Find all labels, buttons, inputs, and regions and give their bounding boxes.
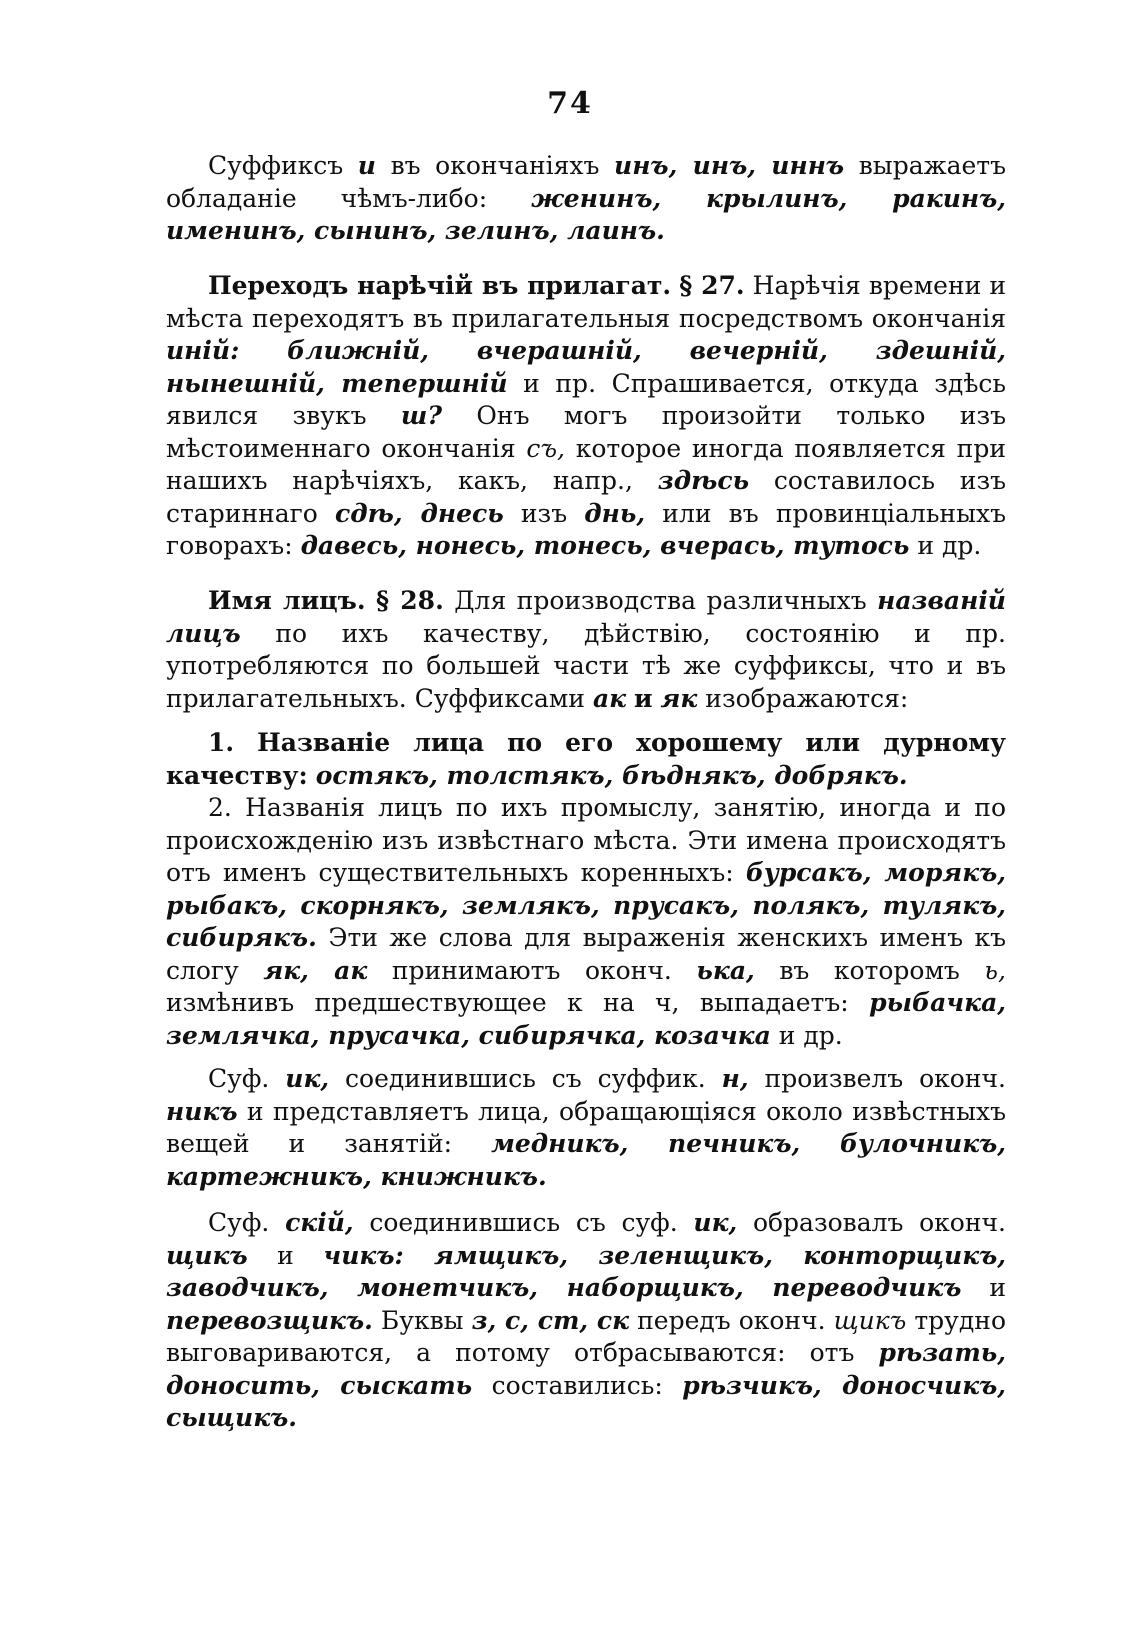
- section-heading: Переходъ нарѣчій въ прилагат.: [208, 271, 672, 300]
- suffix: ик,: [285, 1064, 330, 1093]
- section-number: § 27.: [679, 271, 745, 300]
- suffix: ик,: [693, 1208, 738, 1237]
- suffix: и: [357, 151, 376, 180]
- word-examples: медникъ, печникъ, булочникъ, картежникъ, книжникъ.: [166, 1129, 1006, 1191]
- text: въ окончаніяхъ: [390, 151, 600, 180]
- text: и пр. Спрашивается, откуда здѣсь явился звукъ: [166, 368, 1007, 430]
- word-examples: рыбачка, землячка, прусачка, сибирячка, козачка: [166, 988, 1006, 1050]
- word-examples: давесь, нонесь, тонесь, вчерась, тутось: [300, 531, 910, 560]
- text: соединившись съ суффик.: [345, 1064, 706, 1093]
- ending: щикъ: [166, 1240, 248, 1270]
- paragraph-7: [166, 1207, 1006, 1435]
- text: выражаетъ обладаніе чѣмъ-либо:: [166, 151, 1007, 213]
- suffix: як, ак: [263, 955, 368, 985]
- ending: съ,: [526, 433, 565, 463]
- text: соединившись съ суф.: [369, 1208, 678, 1237]
- page-number: 74: [547, 86, 593, 121]
- ending: никъ: [166, 1096, 238, 1126]
- text: принимаютъ оконч.: [391, 955, 672, 985]
- text: по ихъ качеству, дѣйствію, состоянію и пр. употребляются по большей части тѣ же суффиксы, что и въ прилагательныхъ. Суффиксами: [166, 618, 1006, 713]
- word-example: перевозщикъ.: [166, 1305, 373, 1335]
- section-number: § 28.: [376, 586, 444, 615]
- text: и представляетъ лица, обращающіяся около извѣстныхъ вещей и занятій:: [166, 1096, 1006, 1158]
- section-heading: Имя лицъ.: [208, 586, 366, 615]
- suffix: скій,: [285, 1208, 354, 1237]
- word-examples: остякъ, толстякъ, бѣднякъ, добрякъ.: [315, 760, 908, 790]
- text: изображаются:: [705, 683, 909, 713]
- text: въ которомъ: [779, 955, 960, 985]
- word-example: здѣсь: [657, 466, 750, 495]
- sound: ш?: [400, 401, 443, 430]
- text: составились:: [491, 1370, 663, 1400]
- word-examples: бурсакъ, морякъ, рыбакъ, скорнякъ, землякъ, прусакъ, полякъ, тулякъ, сибирякъ.: [166, 858, 1006, 952]
- text: произвелъ оконч.: [764, 1064, 1006, 1093]
- word-examples: рѣзать, доносить, сыскать: [166, 1338, 1006, 1400]
- suffix: н,: [721, 1064, 749, 1093]
- text: и: [989, 1273, 1006, 1302]
- suffix: як: [660, 683, 698, 713]
- word-examples: рѣзчикъ, доносчикъ, сыщикъ.: [166, 1370, 1006, 1432]
- paragraph-1: [166, 150, 1006, 248]
- text: изъ: [520, 498, 568, 528]
- ending: щикъ: [833, 1305, 907, 1335]
- paragraph-6: [166, 1063, 1006, 1193]
- text: Онъ могъ произойти только изъ мѣстоименнаго окончанія: [166, 401, 1007, 463]
- term: названій лицъ: [166, 586, 1006, 648]
- suffix-examples: инъ, инъ, иннъ: [614, 151, 845, 180]
- ending: ька,: [696, 955, 755, 985]
- text: и: [277, 1240, 294, 1270]
- text: и др.: [917, 531, 982, 560]
- letter: ь,: [984, 955, 1006, 985]
- word-examples: женинъ, крылинъ, ракинъ, именинъ, сынинъ, зелинъ, лаинъ.: [166, 183, 1007, 245]
- text: составилось изъ стариннаго: [166, 466, 1006, 528]
- text: Эти же слова для выраженія женскихъ именъ къ слогу: [166, 923, 1006, 985]
- list-item-text: 1. Названіе лица по его хорошему или дурному качеству:: [166, 728, 1006, 790]
- text: Суф.: [208, 1208, 270, 1237]
- text: 2. Названія лицъ по ихъ промыслу, занятію, иногда и по происхожденію изъ извѣстнаго мѣста. Эти имена происходятъ отъ именъ существительныхъ коренныхъ:: [166, 793, 1006, 887]
- text: Суф.: [208, 1064, 270, 1093]
- text: Суффиксъ: [208, 151, 344, 180]
- letters: з, с, ст, ск: [471, 1305, 630, 1335]
- text: передъ оконч.: [637, 1305, 826, 1335]
- text: Буквы: [380, 1305, 464, 1335]
- paragraph-3: [166, 585, 1006, 715]
- word-example: сдѣ, днесь: [334, 498, 504, 528]
- word-example: днь,: [584, 498, 646, 528]
- text: или въ провинціальныхъ говорахъ:: [166, 498, 1006, 560]
- word-examples: иній: ближній, вчерашній, вечерній, здешній, нынешній, тепершній: [166, 336, 1006, 398]
- text: Для производства различныхъ: [454, 586, 867, 615]
- text: которое иногда появляется при нашихъ нарѣчіяхъ, какъ, напр.,: [166, 433, 1006, 495]
- paragraph-5: [166, 792, 1006, 1052]
- paragraph-4: [166, 727, 1006, 792]
- text: и др.: [778, 1020, 843, 1050]
- text: образовалъ оконч.: [752, 1208, 1006, 1237]
- word-examples: чикъ: ямщикъ, зеленщикъ, конторщикъ, заводчикъ, монетчикъ, наборщикъ, переводчикъ: [166, 1240, 1006, 1302]
- paragraph-2: [166, 270, 1006, 563]
- suffix: ак: [592, 683, 627, 713]
- text: и: [634, 683, 653, 713]
- text: трудно выговариваются, а потому отбрасываются: отъ: [166, 1305, 1006, 1367]
- text: измѣнивъ предшествующее к на ч, выпадаетъ:: [166, 988, 849, 1017]
- text: Нарѣчія времени и мѣста переходятъ въ прилагательныя посредствомъ окончанія: [166, 271, 1006, 333]
